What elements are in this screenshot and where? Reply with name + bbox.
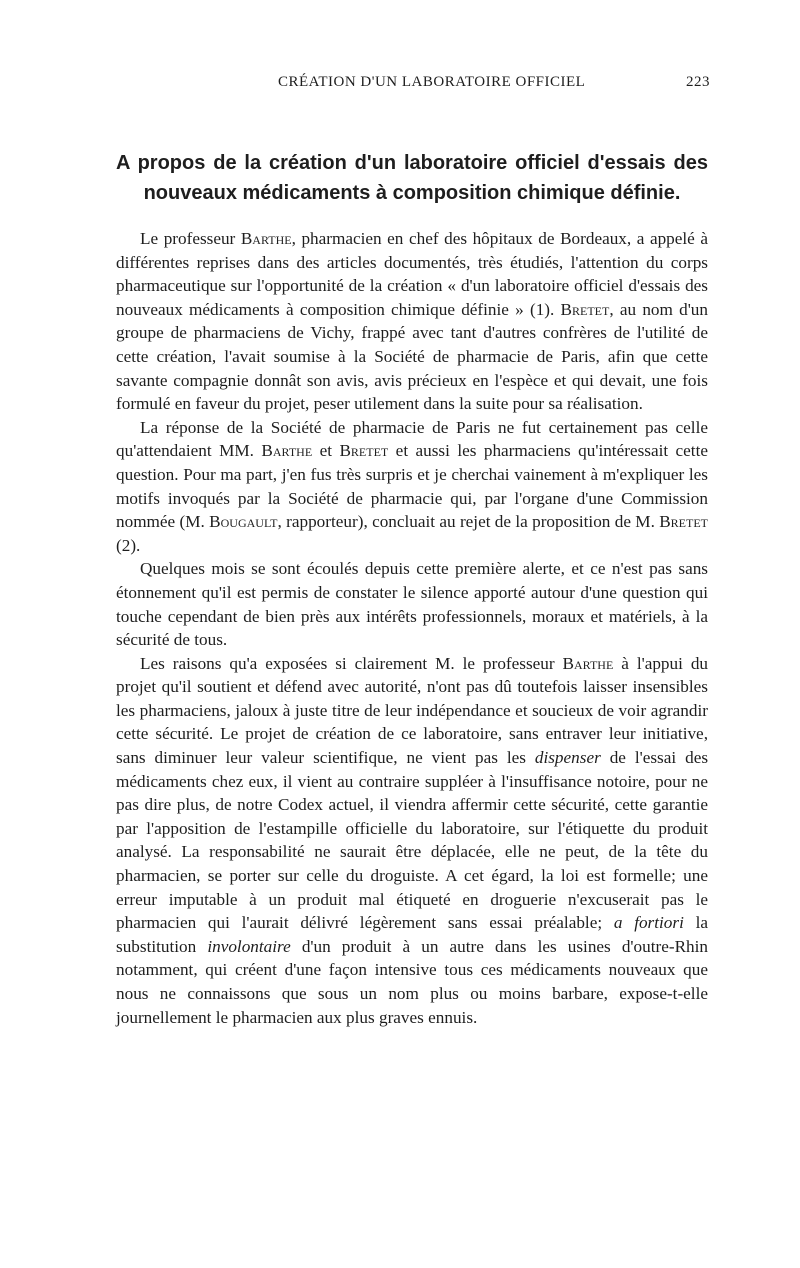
emphasis-a-fortiori: a fortiori (613, 913, 684, 933)
article-title (116, 148, 708, 208)
running-title: CRÉATION D'UN LABORATOIRE OFFICIEL (278, 74, 586, 90)
article-body (116, 227, 708, 1029)
emphasis-dispenser: dispenser (534, 748, 601, 768)
paragraph-4: Les raisons qu'a exposées si clairement M. le professeur Barthe à l'appui du projet qu'il soutient et défend avec autorité, n'ont pas dû toutefois laisser insensibles les pharmaciens, jaloux à juste titre de leur indépendance et soucieux de voir agrandir cette sécurité. Le projet de création de ce laboratoire, sans entraver leur initiative, sans diminuer leur valeur scientifique, ne vient pas les dispenser de l'essai des médicaments chez eux, il vient au contraire suppléer à l'insuffisance notoire, pour ne pas dire plus, de notre Codex actuel, il viendra affermir cette sécurité, cette garantie par l'apposition de l'estampille officielle du laboratoire, sur l'étiquette du produit analysé. La responsabilité ne saurait être déplacée, elle ne peut, de la tête du pharmacien, se porter sur celle du droguiste. A cet égard, la loi est formelle; une erreur imputable à un produit mal étiqueté en droguerie n'excuserait pas le pharmacien qui l'aurait délivré légèrement sans essai préalable; a fortiori la substitution involontaire d'un produit à un autre dans les usines d'outre-Rhin notamment, qui créent d'une façon intensive tous ces médicaments nouveaux que nous ne connaissons que sous un nom plus ou moins barbare, expose-t-elle journellement le pharmacien aux plus graves ennuis. (116, 653, 709, 1027)
author-name-barthe: Barthe (261, 441, 313, 461)
page-number: 223 (686, 74, 710, 90)
paragraph-1: Le professeur Barthe, pharmacien en chef des hôpitaux de Bordeaux, a appelé à différentes reprises dans des articles documentés, très étudiés, l'attention du corps pharmaceutique sur l'opportunité de la création « d'un laboratoire officiel d'essais des nouveaux médicaments à composition chimique définie » (1). Bretet, au nom d'un groupe de pharmaciens de Vichy, frappé avec tant d'autres confrères de l'utilité de cette création, l'avait soumise à la Société de pharmacie de Paris, afin que cette savante compagnie donnât son avis, avis précieux en l'espèce et qui devait, une fois formulé en faveur du projet, peser utilement dans la suite pour sa réalisation. (116, 229, 708, 414)
article-title-line-1: A propos de la création d'un laboratoire officiel d'essais des (116, 152, 708, 174)
running-header (116, 74, 710, 98)
author-name-bretet: Bretet (560, 299, 610, 319)
paragraph-3: Quelques mois se sont écoulés depuis cette première alerte, et ce n'est pas sans étonnement qu'il est permis de constater le silence apporté autour d'une question qui touche cependant de bien près aux intérêts professionnels, moraux et matériels, à la sécurité de tous. (116, 559, 708, 650)
author-name-bretet: Bretet (339, 441, 389, 461)
paragraph-2: La réponse de la Société de pharmacie de Paris ne fut certainement pas celle qu'attendaient MM. Barthe et Bretet et aussi les pharmaciens qu'intéressait cette question. Pour ma part, j'en fus très surpris et je cherchai vainement à m'expliquer les motifs invoqués par la Société de pharmacie qui, par l'organe d'une Commission nommée (M. Bougault, rapporteur), concluait au rejet de la proposition de M. Bretet (2). (116, 417, 708, 555)
author-name-bretet: Bretet (659, 512, 708, 532)
author-name-barthe: Barthe (562, 653, 614, 673)
emphasis-involontaire: involontaire (207, 936, 291, 956)
article-title-line-2: nouveaux médicaments à composition chimique définie. (143, 182, 681, 204)
author-name-barthe: Barthe (240, 229, 292, 248)
author-name-bougault: Bougault (209, 512, 278, 532)
